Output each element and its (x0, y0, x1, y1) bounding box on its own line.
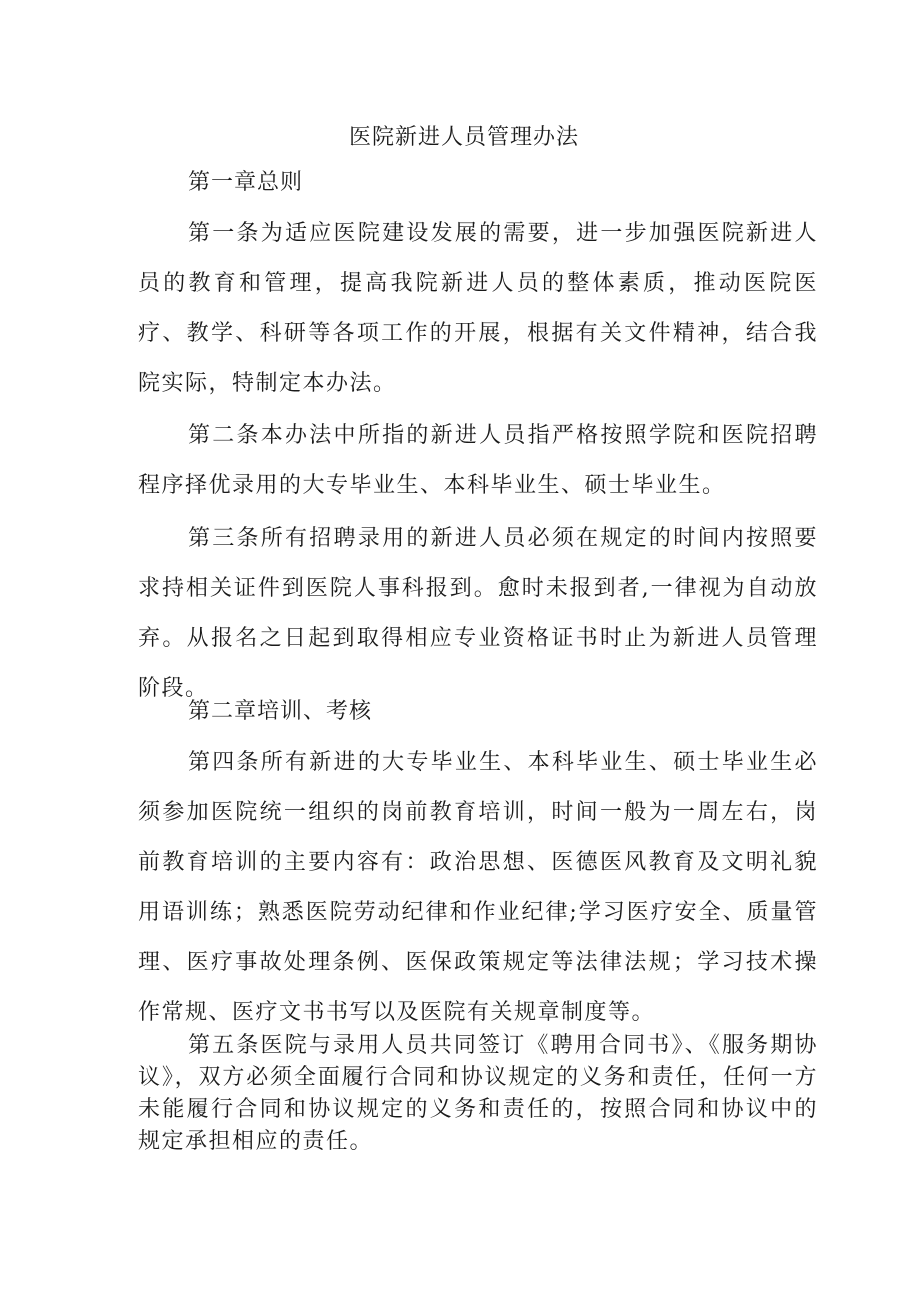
document-title: 医院新进人员管理办法 (348, 125, 579, 150)
article-3: 第三条所有招聘录用的新进人员必须在规定的时间内按照要求持相关证件到医院人事科报到。愈时未报到者,一律视为自动放弃。从报名之日起到取得相应专业资格证书时止为新进人员管理阶段。 (138, 526, 818, 701)
article-4: 第四条所有新进的大专毕业生、本科毕业生、硕士毕业生必须参加医院统一组织的岗前教育培训，时间一般为一周左右，岗前教育培训的主要内容有：政治思想、医德医风教育及文明礼貌用语训练；熟悉医院劳动纪律和作业纪律;学习医疗安全、质量管理、医疗事故处理条例、医保政策规定等法律法规；学习技术操作常规、医疗文书书写以及医院有关规章制度等。 (138, 750, 818, 1025)
chapter-heading-1: 第一章总则 (188, 170, 304, 195)
article-2: 第二条本办法中所指的新进人员指严格按照学院和医院招聘程序择优录用的大专毕业生、本科毕业生、硕士毕业生。 (138, 423, 818, 498)
article-5: 第五条医院与录用人员共同签订《聘用合同书》、《服务期协议》，双方必须全面履行合同和协议规定的义务和责任，任何一方未能履行合同和协议规定的义务和责任的，按照合同和协议中的规定承担相应的责任。 (138, 1033, 818, 1154)
article-1: 第一条为适应医院建设发展的需要，进一步加强医院新进人员的教育和管理，提高我院新进人员的整体素质，推动医院医疗、教学、科研等各项工作的开展，根据有关文件精神，结合我院实际，特制定本办法。 (138, 221, 818, 396)
chapter-heading-2: 第二章培训、考核 (188, 699, 373, 724)
